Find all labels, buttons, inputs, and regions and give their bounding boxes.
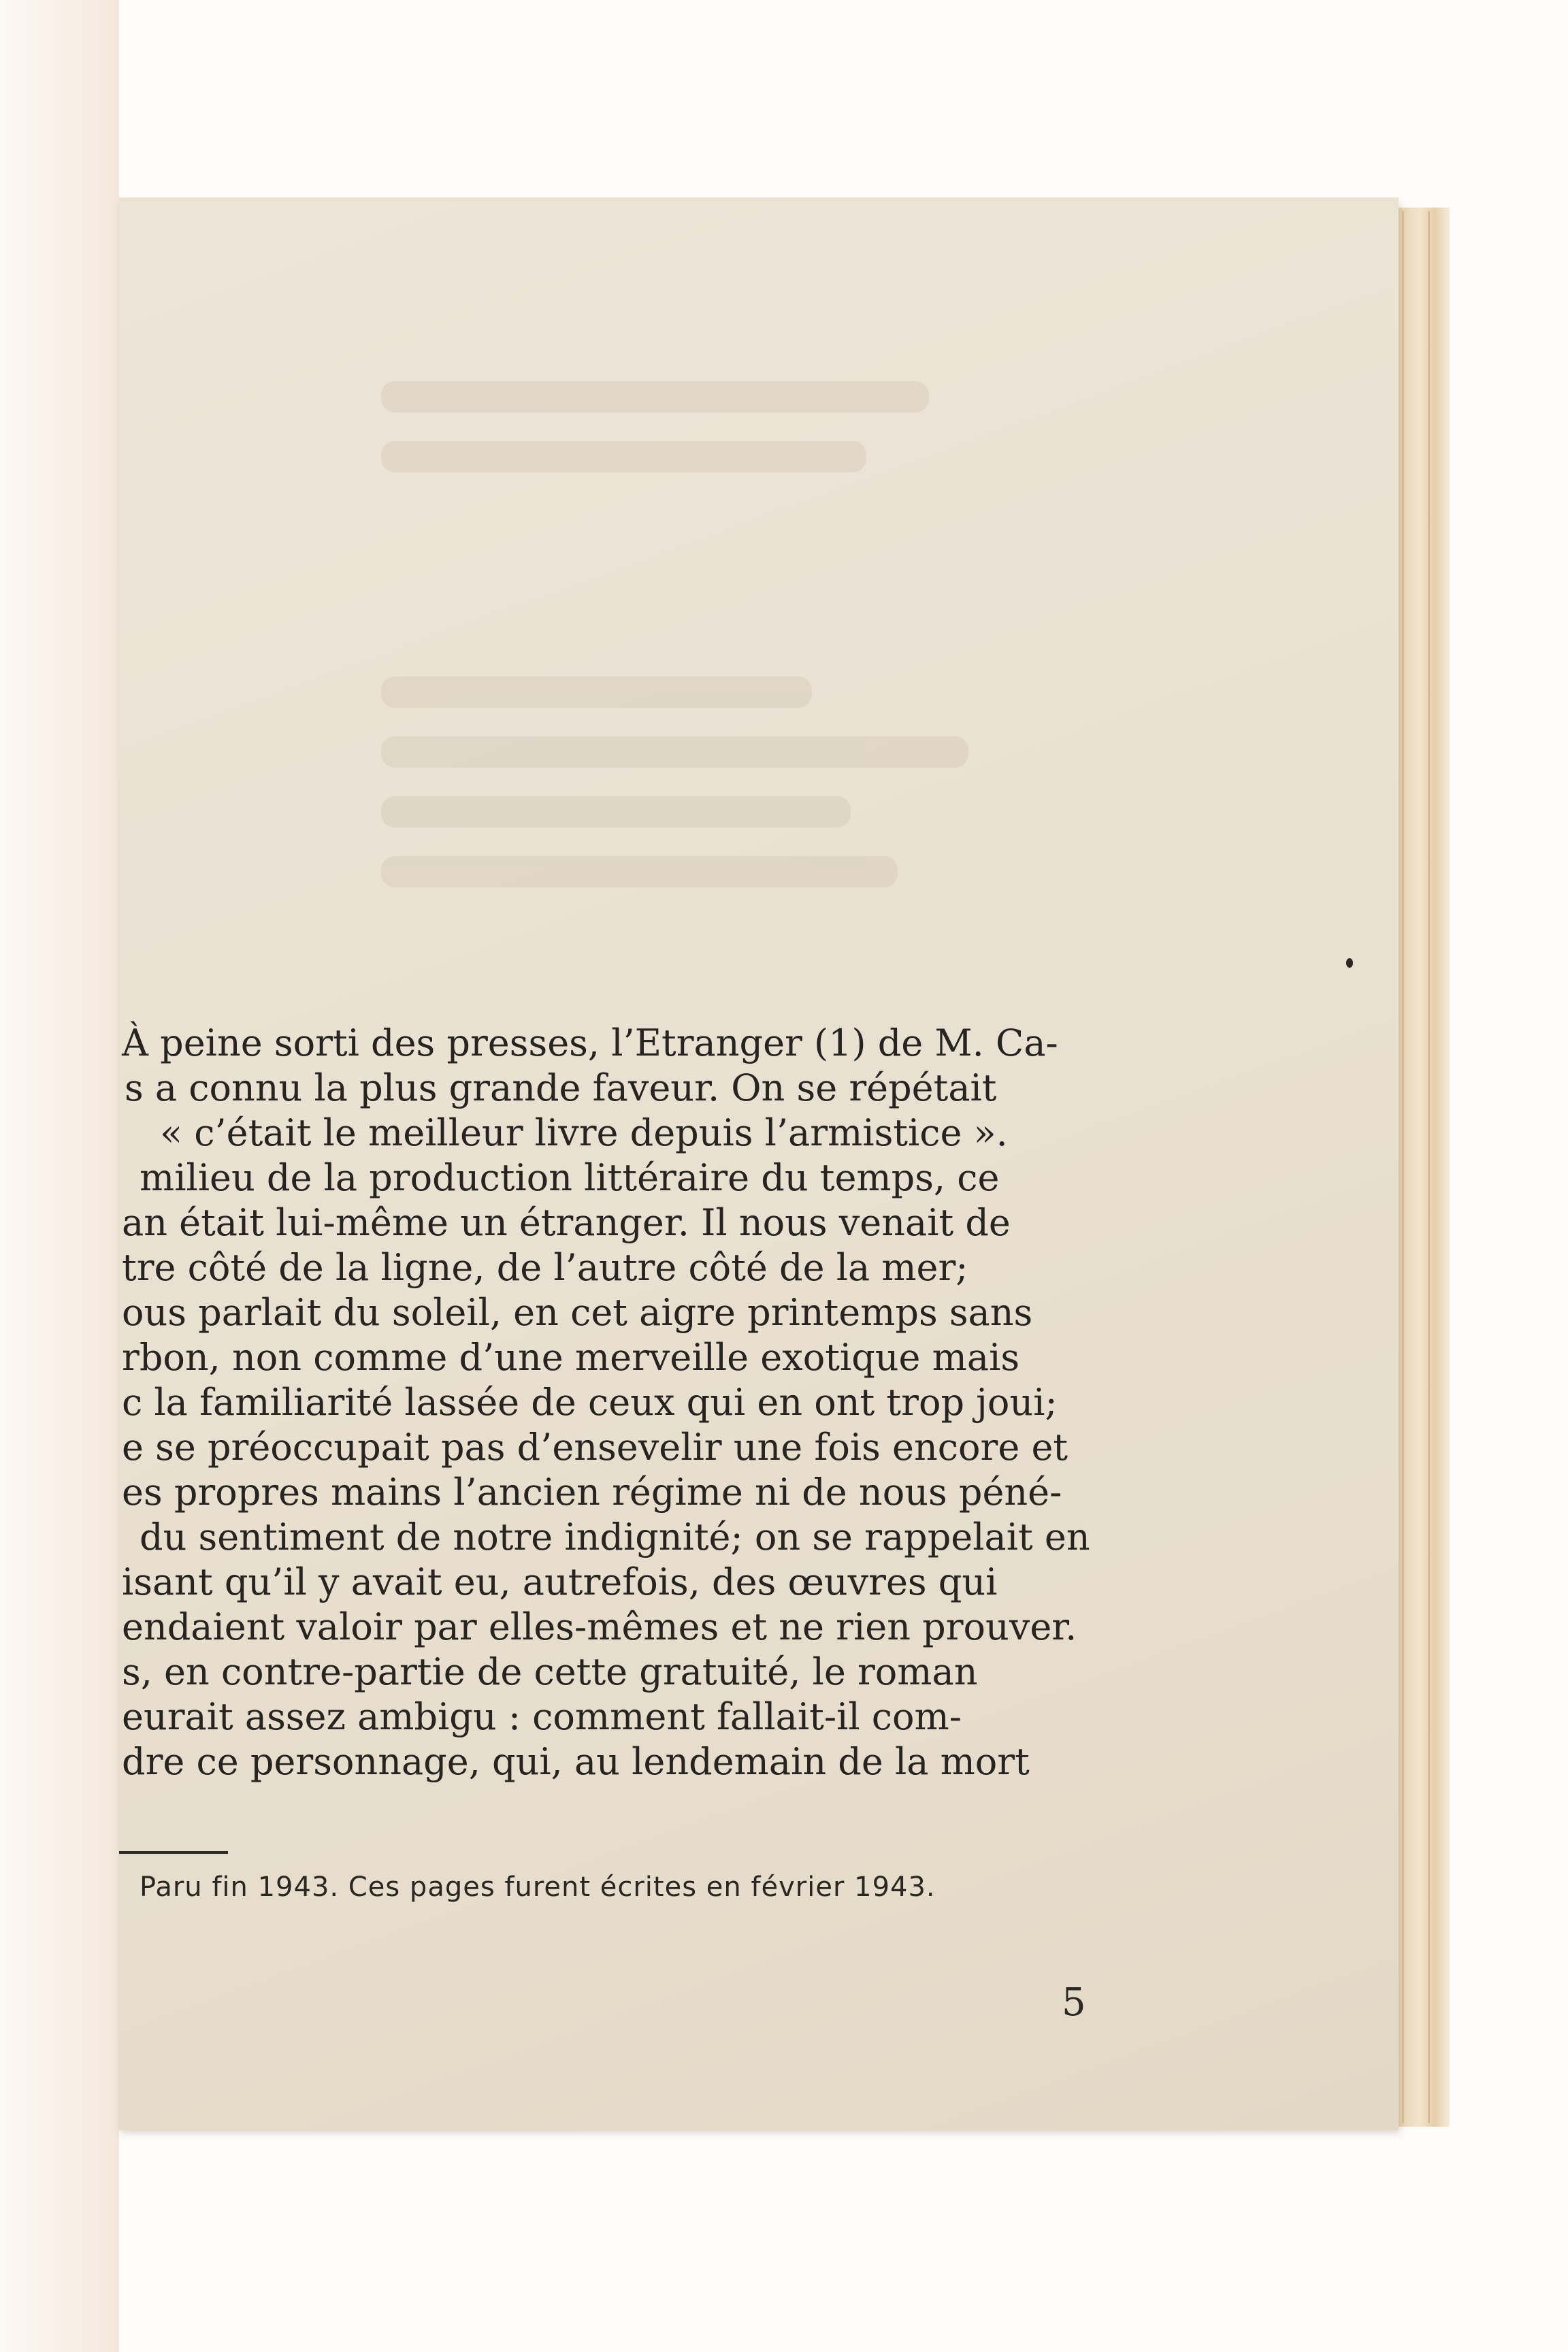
text-line: c la familiarité lassée de ceux qui en ont trop joui; — [122, 1381, 1058, 1424]
text-line: isant qu’il y avait eu, autrefois, des œuvres qui — [122, 1561, 998, 1603]
text-line: rbon, non comme d’une merveille exotique mais — [122, 1336, 1020, 1379]
text-line: endaient valoir par elles-mêmes et ne rien prouver. — [122, 1605, 1077, 1648]
text-line: tre côté de la ligne, de l’autre côté de la mer; — [122, 1246, 968, 1289]
text-line: es propres mains l’ancien régime ni de nous péné- — [122, 1471, 1062, 1514]
text-line: du sentiment de notre indignité; on se rappelait en — [140, 1516, 1090, 1558]
page-stack-line — [1428, 211, 1430, 2123]
text-line: e se préoccupait pas d’ensevelir une fois encore et — [122, 1426, 1068, 1469]
footnote-divider — [119, 1851, 228, 1854]
text-line: dre ce personnage, qui, au lendemain de la mort — [122, 1740, 1030, 1783]
text-line: À peine sorti des presses, l’Etranger (1) de M. Ca- — [122, 1022, 1058, 1064]
text-line: ous parlait du soleil, en cet aigre printemps sans — [122, 1291, 1033, 1334]
show-through-text — [381, 381, 1164, 994]
text-line: s a connu la plus grande faveur. On se répétait — [125, 1066, 997, 1109]
text-line: « c’était le meilleur livre depuis l’armistice ». — [160, 1111, 1008, 1154]
ink-speck — [1346, 958, 1353, 968]
text-line: milieu de la production littéraire du temps, ce — [140, 1156, 1000, 1199]
body-text — [119, 1021, 1106, 1784]
text-line: eurait assez ambigu : comment fallait-il com- — [122, 1695, 962, 1738]
text-line: s, en contre-partie de cette gratuité, le roman — [122, 1650, 978, 1693]
text-line: an était lui-même un étranger. Il nous venait de — [122, 1201, 1011, 1244]
background-left — [0, 0, 119, 2352]
page-stack-line — [1402, 211, 1404, 2123]
footnote: Paru fin 1943. Ces pages furent écrites en février 1943. — [140, 1872, 936, 1903]
page-number: 5 — [1062, 1980, 1086, 2025]
